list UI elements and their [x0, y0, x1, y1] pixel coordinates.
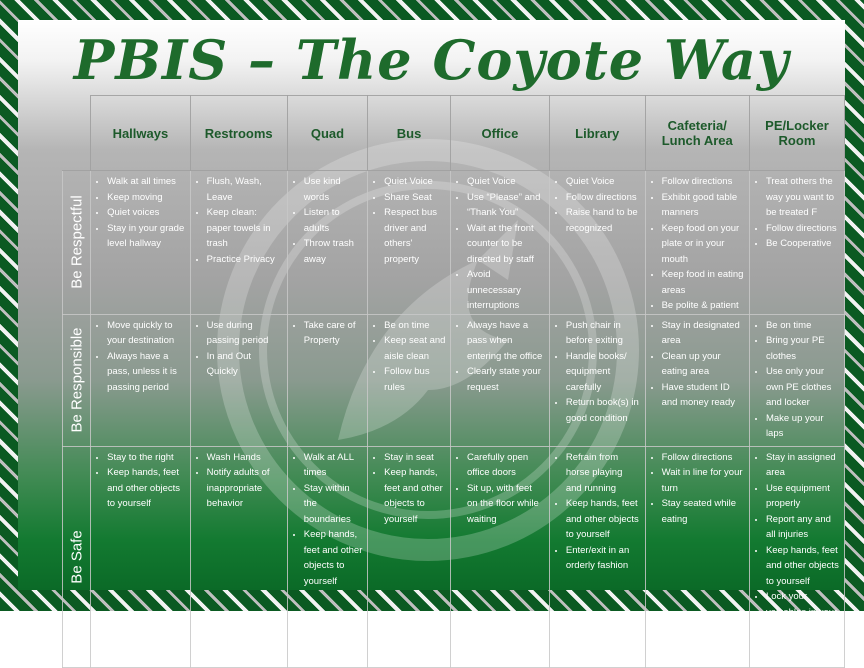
row-be-responsible [63, 314, 845, 446]
expectation-item: • Stay in designated area [662, 318, 745, 349]
expectation-list [554, 318, 641, 427]
expectation-item: • Keep food in eating areas [662, 267, 745, 298]
column-header-quad: Quad [287, 96, 367, 171]
expectation-item: • Have student ID and money ready [662, 380, 745, 411]
expectation-item: • Enter/exit in an orderly fashion [566, 543, 641, 574]
row-label-cell [63, 171, 91, 315]
expectation-item: • Walk at all times [107, 174, 186, 190]
expectation-item: • Take care of Property [304, 318, 363, 349]
expectation-list [95, 174, 186, 252]
column-header-library: Library [549, 96, 645, 171]
cell-be-respectful-bus [368, 171, 451, 315]
expectation-list [455, 174, 545, 314]
expectation-item: • Follow directions [766, 221, 840, 237]
expectation-list [95, 318, 186, 396]
cell-be-responsible-cafeteria-lunch-area [645, 314, 749, 446]
cell-be-safe-hallways [91, 446, 191, 667]
expectation-item: • Walk at ALL times [304, 450, 363, 481]
expectation-item: • Clearly state your request [467, 364, 545, 395]
expectation-item: • Flush, Wash, Leave [207, 174, 283, 205]
expectation-item: • Quiet voices [107, 205, 186, 221]
expectation-item: • Keep clean: paper towels in trash [207, 205, 283, 252]
expectation-item: • Keep hands, feet and other objects to yourself [566, 496, 641, 543]
expectation-item: • Stay in your grade level hallway [107, 221, 186, 252]
row-label: Be Respectful [67, 195, 85, 289]
expectation-item: • Move quickly to your destination [107, 318, 186, 349]
expectation-item: • Use equipment properly [766, 481, 840, 512]
expectation-list [455, 318, 545, 396]
expectation-item: • Share Seat [384, 190, 446, 206]
expectation-list [95, 450, 186, 512]
expectation-list [754, 318, 840, 442]
header-corner [63, 96, 91, 171]
cell-be-responsible-bus [368, 314, 451, 446]
expectation-item: • Use “Please” and “Thank You” [467, 190, 545, 221]
cell-be-safe-bus [368, 446, 451, 667]
expectation-item: • Wait in line for your turn [662, 465, 745, 496]
expectation-list [195, 450, 283, 512]
expectation-item: • Stay seated while eating [662, 496, 745, 527]
expectation-list [195, 318, 283, 380]
expectation-item: • Follow directions [662, 450, 745, 466]
row-label-cell [63, 314, 91, 446]
expectation-item: • Keep seat and aisle clean [384, 333, 446, 364]
expectation-list [650, 174, 745, 314]
expectation-item: • Stay to the right [107, 450, 186, 466]
expectation-list [554, 174, 641, 236]
column-header-office: Office [450, 96, 549, 171]
expectation-list [195, 174, 283, 267]
cell-be-responsible-office [450, 314, 549, 446]
expectation-item: • Raise hand to be recognized [566, 205, 641, 236]
expectation-item: • Treat others the way you want to be treated F [766, 174, 840, 221]
expectation-list [754, 174, 840, 252]
expectation-item: • Always have a pass when entering the office [467, 318, 545, 365]
expectation-list [372, 318, 446, 396]
expectation-item: • Be polite & patient [662, 298, 745, 314]
column-header-restrooms: Restrooms [190, 96, 287, 171]
expectation-item: • Notify adults of inappropriate behavior [207, 465, 283, 512]
expectation-item: • Stay within the boundaries [304, 481, 363, 528]
expectation-list [650, 318, 745, 411]
cell-be-respectful-quad [287, 171, 367, 315]
cell-be-safe-pe-locker-room [749, 446, 844, 667]
expectation-item: • Always have a pass, unless it is passing period [107, 349, 186, 396]
cell-be-respectful-library [549, 171, 645, 315]
cell-be-safe-office [450, 446, 549, 667]
expectation-item: • Bring your PE clothes [766, 333, 840, 364]
expectation-item: • Quiet Voice [566, 174, 641, 190]
expectation-item: • Make up your laps [766, 411, 840, 442]
expectation-item: • Wash Hands [207, 450, 283, 466]
header-row [63, 96, 845, 171]
expectation-list [754, 450, 840, 667]
expectation-item: • In and Out Quickly [207, 349, 283, 380]
expectation-list [292, 174, 363, 267]
expectation-item: • Be on time [384, 318, 446, 334]
expectation-item: • Wait at the front counter to be directed by staff [467, 221, 545, 268]
cell-be-responsible-quad [287, 314, 367, 446]
expectation-item: • Follow directions [662, 174, 745, 190]
cell-be-respectful-hallways [91, 171, 191, 315]
expectation-item: • Return book(s) in good condition [566, 395, 641, 426]
page-title: PBIS – The Coyote Way [73, 28, 790, 92]
expectation-item: • Exhibit good table manners [662, 190, 745, 221]
cell-be-respectful-office [450, 171, 549, 315]
expectation-item: • Avoid unnecessary interruptions [467, 267, 545, 314]
expectation-list [372, 174, 446, 267]
expectation-item: • Use kind words [304, 174, 363, 205]
expectation-item: • Be Cooperative [766, 236, 840, 252]
expectation-list [650, 450, 745, 528]
expectation-item: • Refrain from horse playing and running [566, 450, 641, 497]
expectation-item: • Glass, food or drinks prohibited [766, 636, 840, 667]
cell-be-respectful-pe-locker-room [749, 171, 844, 315]
expectation-list [292, 318, 363, 349]
expectation-item: • Respect bus driver and others' property [384, 205, 446, 267]
expectation-item: • Keep hands, feet and other objects to yourself [384, 465, 446, 527]
expectation-item: • Handle books/ equipment carefully [566, 349, 641, 396]
expectation-item: • Keep hands, feet and other objects to yourself [766, 543, 840, 590]
cell-be-safe-quad [287, 446, 367, 667]
expectation-item: • Stay in assigned area [766, 450, 840, 481]
expectation-item: • Practice Privacy [207, 252, 283, 268]
expectation-item: • Use during passing period [207, 318, 283, 349]
cell-be-safe-restrooms [190, 446, 287, 667]
expectation-item: • Push chair in before exiting [566, 318, 641, 349]
expectation-item: • Quiet Voice [384, 174, 446, 190]
column-header-hallways: Hallways [91, 96, 191, 171]
expectation-list [292, 450, 363, 590]
expectation-item: • Be on time [766, 318, 840, 334]
column-header-pe-locker-room: PE/Locker Room [749, 96, 844, 171]
cell-be-respectful-restrooms [190, 171, 287, 315]
expectation-item: • Stay in seat [384, 450, 446, 466]
expectation-item: • Keep moving [107, 190, 186, 206]
expectation-item: • Report any and all injuries [766, 512, 840, 543]
expectation-item: • Clean up your eating area [662, 349, 745, 380]
cell-be-responsible-hallways [91, 314, 191, 446]
cell-be-respectful-cafeteria-lunch-area [645, 171, 749, 315]
cell-be-safe-library [549, 446, 645, 667]
expectation-item: • Lock your valuables in your locker [766, 589, 840, 636]
expectation-item: • Quiet Voice [467, 174, 545, 190]
expectation-item: • Keep hands, feet and other objects to yourself [304, 527, 363, 589]
poster [18, 20, 845, 664]
row-be-respectful [63, 171, 845, 315]
cell-be-responsible-restrooms [190, 314, 287, 446]
expectation-list [455, 450, 545, 528]
cell-be-responsible-pe-locker-room [749, 314, 844, 446]
expectation-item: • Throw trash away [304, 236, 363, 267]
cell-be-responsible-library [549, 314, 645, 446]
expectation-list [372, 450, 446, 528]
expectation-item: • Follow bus rules [384, 364, 446, 395]
column-header-cafeteria: Cafeteria/ Lunch Area [645, 96, 749, 171]
expectation-item: • Listen to adults [304, 205, 363, 236]
expectation-item: • Sit up, with feet on the floor while waiting [467, 481, 545, 528]
expectation-list [554, 450, 641, 574]
pbis-matrix [62, 95, 845, 668]
row-label: Be Responsible [67, 327, 85, 433]
expectation-item: • Follow directions [566, 190, 641, 206]
expectation-item: • Keep food on your plate or in your mouth [662, 221, 745, 268]
row-be-safe [63, 446, 845, 667]
cell-be-safe-cafeteria-lunch-area [645, 446, 749, 667]
row-label-cell [63, 446, 91, 667]
column-header-bus: Bus [368, 96, 451, 171]
expectation-item: • Carefully open office doors [467, 450, 545, 481]
expectation-item: • Keep hands, feet and other objects to yourself [107, 465, 186, 512]
expectation-item: • Use only your own PE clothes and locker [766, 364, 840, 411]
row-label: Be Safe [67, 529, 85, 584]
